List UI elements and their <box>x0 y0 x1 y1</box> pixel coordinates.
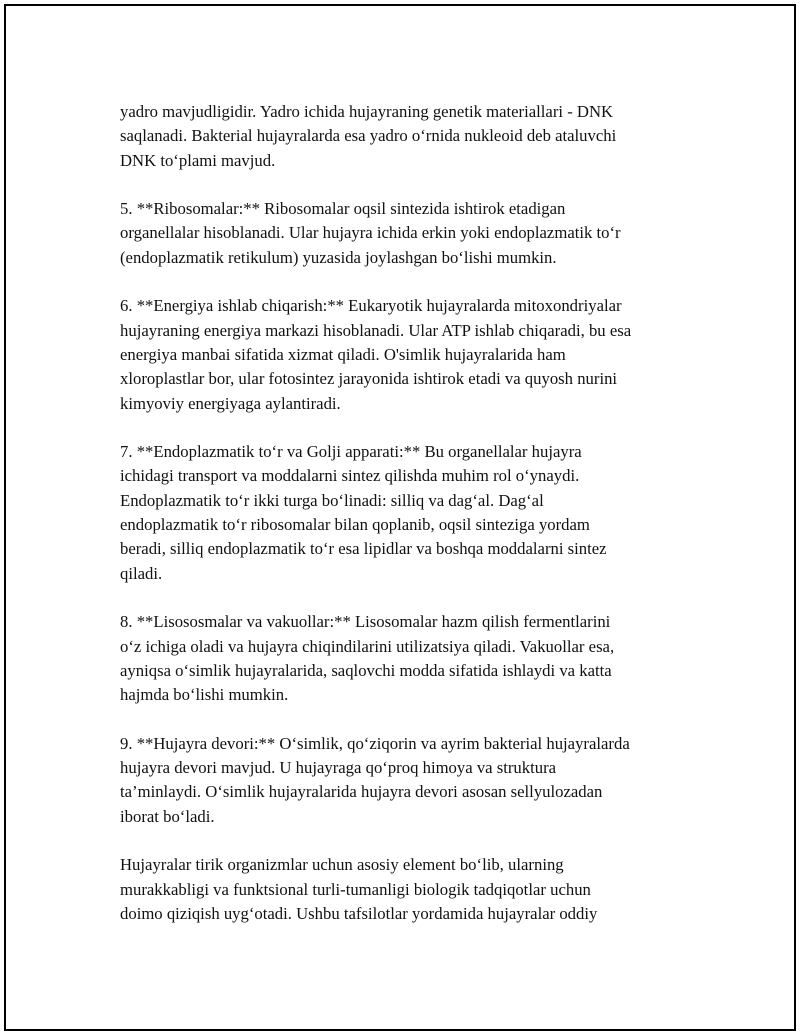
text-line: hujayra devori mavjud. U hujayraga qo‘proq himoya va struktura <box>120 758 557 778</box>
text-line: Endoplazmatik to‘r ikki turga bo‘linadi: silliq va dag‘al. Dag‘al <box>120 490 544 510</box>
paragraph-nucleus <box>120 100 700 173</box>
text-line: yadro mavjudligidir. Yadro ichida hujayraning genetik materiallari - DNK <box>120 102 614 121</box>
text-line: 7. **Endoplazmatik to‘r va Golji apparati:** Bu organellalar hujayra <box>120 442 582 462</box>
text-line: 9. **Hujayra devori:** O‘simlik, qo‘ziqorin va ayrim bakterial hujayralarda <box>120 733 630 753</box>
paragraph-energy <box>120 294 700 415</box>
text-line: ta’minlaydi. O‘simlik hujayralarida hujayra devori asosan sellyulozadan <box>120 782 603 802</box>
paragraph-er-golgi <box>120 440 700 586</box>
paragraph-lysosomes <box>120 610 700 707</box>
text-line: hajmda bo‘lishi mumkin. <box>120 685 289 705</box>
paragraph-cell-wall <box>120 732 700 829</box>
text-line: doimo qiziqish uyg‘otadi. Ushbu tafsilotlar yordamida hujayralar oddiy <box>120 903 598 923</box>
text-line: qiladi. <box>120 563 163 583</box>
text-line: ichidagi transport va moddalarni sintez qilishda muhim rol o‘ynaydi. <box>120 466 580 486</box>
document-body <box>120 100 700 926</box>
text-line: xloroplastlar bor, ular fotosintez jarayonida ishtirok etadi va quyosh nurini <box>120 369 618 389</box>
paragraph-conclusion <box>120 853 700 926</box>
text-line: saqlanadi. Bakterial hujayralarda esa yadro o‘rnida nukleoid deb ataluvchi <box>120 126 617 146</box>
text-line: 8. **Lisososmalar va vakuollar:** Lisosomalar hazm qilish fermentlarini <box>120 612 611 632</box>
text-line: Hujayralar tirik organizmlar uchun asosiy element bo‘lib, ularning <box>120 855 564 875</box>
text-line: DNK to‘plami mavjud. <box>120 150 276 170</box>
text-line: kimyoviy energiyaga aylantiradi. <box>120 393 341 413</box>
text-line: endoplazmatik to‘r ribosomalar bilan qoplanib, oqsil sinteziga yordam <box>120 515 590 535</box>
text-line: hujayraning energiya markazi hisoblanadi. Ular ATP ishlab chiqaradi, bu esa <box>120 320 632 340</box>
paragraph-ribosomes <box>120 197 700 270</box>
text-line: organellalar hisoblanadi. Ular hujayra ichida erkin yoki endoplazmatik to‘r <box>120 223 621 243</box>
text-line: (endoplazmatik retikulum) yuzasida joylashgan bo‘lishi mumkin. <box>120 247 557 267</box>
text-line: beradi, silliq endoplazmatik to‘r esa lipidlar va boshqa moddalarni sintez <box>120 539 607 559</box>
text-line: energiya manbai sifatida xizmat qiladi. O'simlik hujayralarida ham <box>120 344 566 364</box>
text-line: 6. **Energiya ishlab chiqarish:** Eukaryotik hujayralarda mitoxondriyalar <box>120 296 622 316</box>
text-line: 5. **Ribosomalar:** Ribosomalar oqsil sintezida ishtirok etadigan <box>120 199 566 219</box>
page-border <box>4 4 796 1031</box>
text-line: murakkabligi va funktsional turli-tumanligi biologik tadqiqotlar uchun <box>120 879 591 899</box>
text-line: iborat bo‘ladi. <box>120 806 215 826</box>
text-line: ayniqsa o‘simlik hujayralarida, saqlovchi modda sifatida ishlaydi va katta <box>120 660 612 680</box>
text-line: o‘z ichiga oladi va hujayra chiqindilarini utilizatsiya qiladi. Vakuollar esa, <box>120 636 615 656</box>
